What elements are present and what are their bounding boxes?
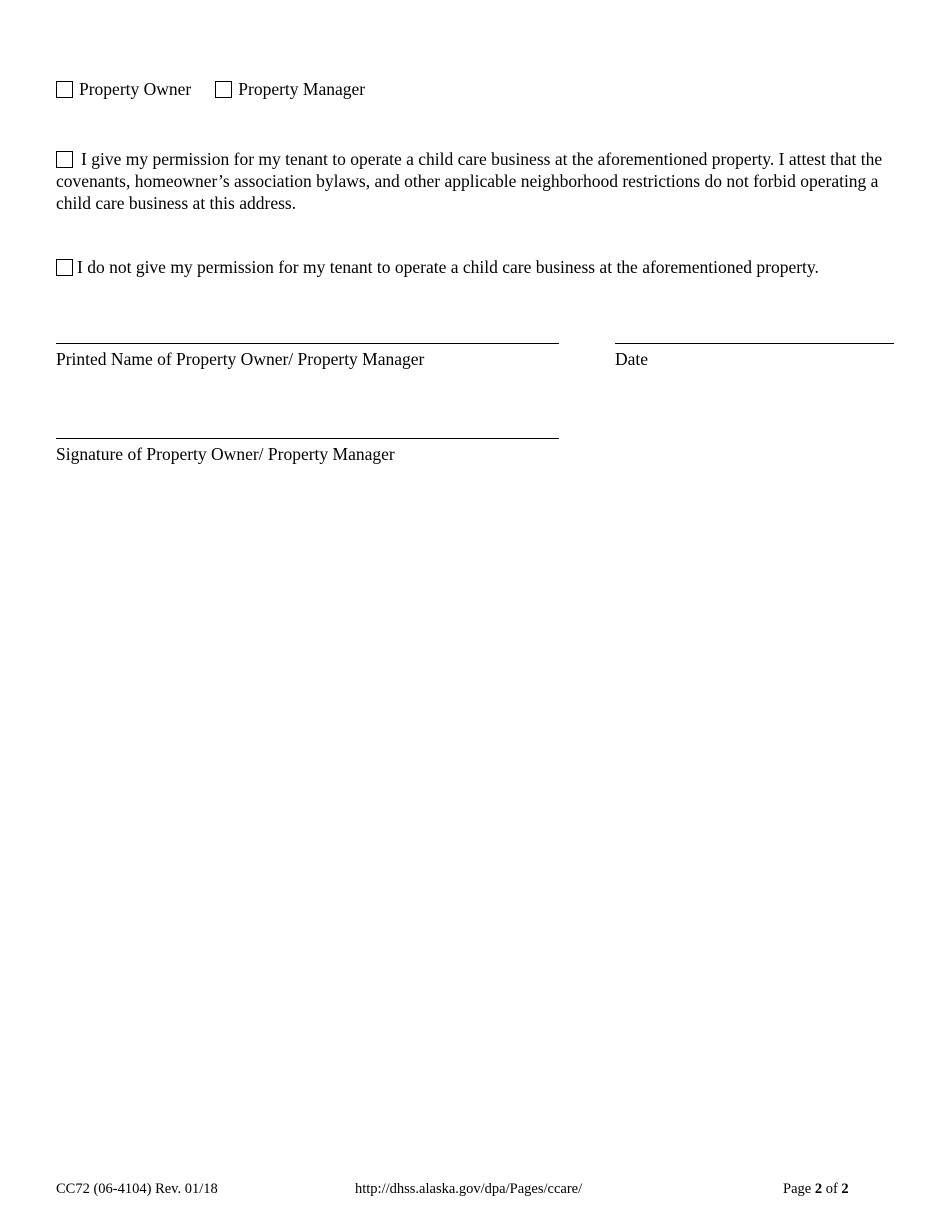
property-manager-checkbox[interactable]: [215, 81, 232, 98]
printed-name-field[interactable]: [56, 343, 559, 344]
permission-deny-text: I do not give my permission for my tenant to operate a child care business at the aforementioned property.: [77, 257, 819, 277]
permission-deny-statement: [56, 256, 916, 278]
property-owner-checkbox[interactable]: [56, 81, 73, 98]
date-label: Date: [615, 349, 649, 369]
permission-give-text: I give my permission for my tenant to operate a child care business at the aforementioned property. I attest that the covenants, homeowner’s association bylaws, and other applicable neighborhood restrictions do not forbid operating a child care business at this address.: [56, 149, 883, 213]
footer-url[interactable]: http://dhss.alaska.gov/dpa/Pages/ccare/: [355, 1181, 583, 1197]
permission-deny-checkbox[interactable]: [56, 259, 73, 276]
form-id: CC72 (06-4104) Rev. 01/18: [56, 1181, 218, 1197]
page-separator: of: [825, 1181, 838, 1197]
page-total: 2: [841, 1181, 849, 1197]
page-prefix: Page: [783, 1181, 812, 1197]
signature-label: Signature of Property Owner/ Property Manager: [56, 444, 395, 464]
date-field[interactable]: [615, 343, 894, 344]
role-options: [56, 78, 365, 100]
property-owner-label: Property Owner: [79, 78, 192, 99]
page-number: [783, 1181, 849, 1198]
permission-give-checkbox[interactable]: [56, 151, 73, 168]
printed-name-label: Printed Name of Property Owner/ Property Manager: [56, 349, 425, 369]
page-current: 2: [814, 1181, 823, 1197]
permission-give-statement: [56, 148, 886, 214]
property-manager-label: Property Manager: [238, 78, 366, 99]
signature-field[interactable]: [56, 438, 559, 439]
